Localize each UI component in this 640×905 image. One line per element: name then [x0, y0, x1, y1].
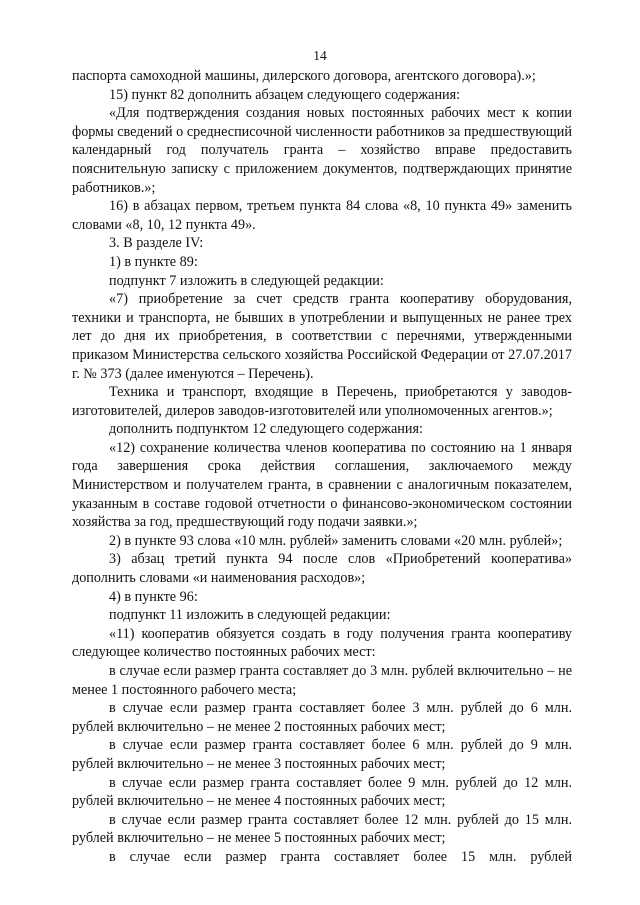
paragraph: 15) пункт 82 дополнить абзацем следующего содержания: — [109, 86, 461, 103]
paragraph: 3) абзац третий пункта 94 после слов «Приобретений кооператива» дополнить словами «и наименования расходов»; — [72, 551, 572, 587]
paragraph: 1) в пункте 89: — [109, 253, 198, 270]
paragraph: паспорта самоходной машины, дилерского договора, агентского договора).»; — [72, 68, 536, 84]
paragraph: в случае если размер гранта составляет более 6 млн. рублей до 9 млн. рублей включительно – не менее 3 постоянных рабочих мест; — [72, 737, 572, 772]
paragraph: в случае если размер гранта составляет более 12 млн. рублей до 15 млн. рублей включительно – не менее 5 постоянных рабочих мест; — [72, 811, 572, 847]
paragraph: «Для подтверждения создания новых постоянных рабочих мест к копии формы сведений о среднесписочной численности работников за предшествующий календарный год получатель гранта – хозяйство вправе предоставить пояснительную записку с приложением документов, подтверждающих принятие работников.»; — [72, 105, 572, 196]
paragraph: Техника и транспорт, входящие в Перечень, приобретаются у заводов-изготовителей, дилеров заводов-изготовителей или уполномоченных агентов.»; — [72, 384, 572, 419]
paragraph: в случае если размер гранта составляет более 3 млн. рублей до 6 млн. рублей включительно – не менее 2 постоянных рабочих мест; — [72, 700, 572, 735]
paragraph: «7) приобретение за счет средств гранта кооперативу оборудования, техники и транспорта, не бывших в употреблении и выпущенных не ранее трех лет до дня их приобретения, в соответствии с перечнями, утвержденными приказом Министерства сельского хозяйства Российской Федерации от 27.07.2017 г. № 373 (далее именуются – Перечень). — [72, 291, 572, 382]
paragraph: «12) сохранение количества членов кооператива по состоянию на 1 января года завершения срока действия соглашения, заключаемого между Министерством и получателем гранта, в сравнении с аналогичным показателем, указанным в составе годовой отчетности о финансово-экономическом состоянии хозяйства за год, предшествующий году подачи заявки.»; — [72, 439, 572, 531]
paragraph: в случае если размер гранта составляет более 15 млн. рублей — [109, 848, 572, 865]
document-body — [72, 67, 572, 867]
paragraph: 16) в абзацах первом, третьем пункта 84 слова «8, 10 пункта 49» заменить словами «8, 10, 12 пункта 49». — [72, 198, 572, 233]
paragraph: дополнить подпунктом 12 следующего содержания: — [109, 421, 423, 438]
paragraph: 4) в пункте 96: — [109, 588, 198, 605]
page-number: 14 — [313, 48, 327, 63]
paragraph: в случае если размер гранта составляет более 9 млн. рублей до 12 млн. рублей включительно – не менее 4 постоянных рабочих мест; — [72, 774, 572, 810]
paragraph: подпункт 11 изложить в следующей редакции: — [109, 607, 391, 624]
paragraph: подпункт 7 изложить в следующей редакции: — [109, 272, 384, 289]
paragraph: 3. В разделе IV: — [109, 235, 204, 252]
paragraph: «11) кооператив обязуется создать в году получения гранта кооперативу следующее количество постоянных рабочих мест: — [72, 625, 572, 661]
paragraph: в случае если размер гранта составляет до 3 млн. рублей включительно – не менее 1 постоянного рабочего места; — [72, 663, 572, 698]
paragraph: 2) в пункте 93 слова «10 млн. рублей» заменить словами «20 млн. рублей»; — [109, 532, 563, 549]
